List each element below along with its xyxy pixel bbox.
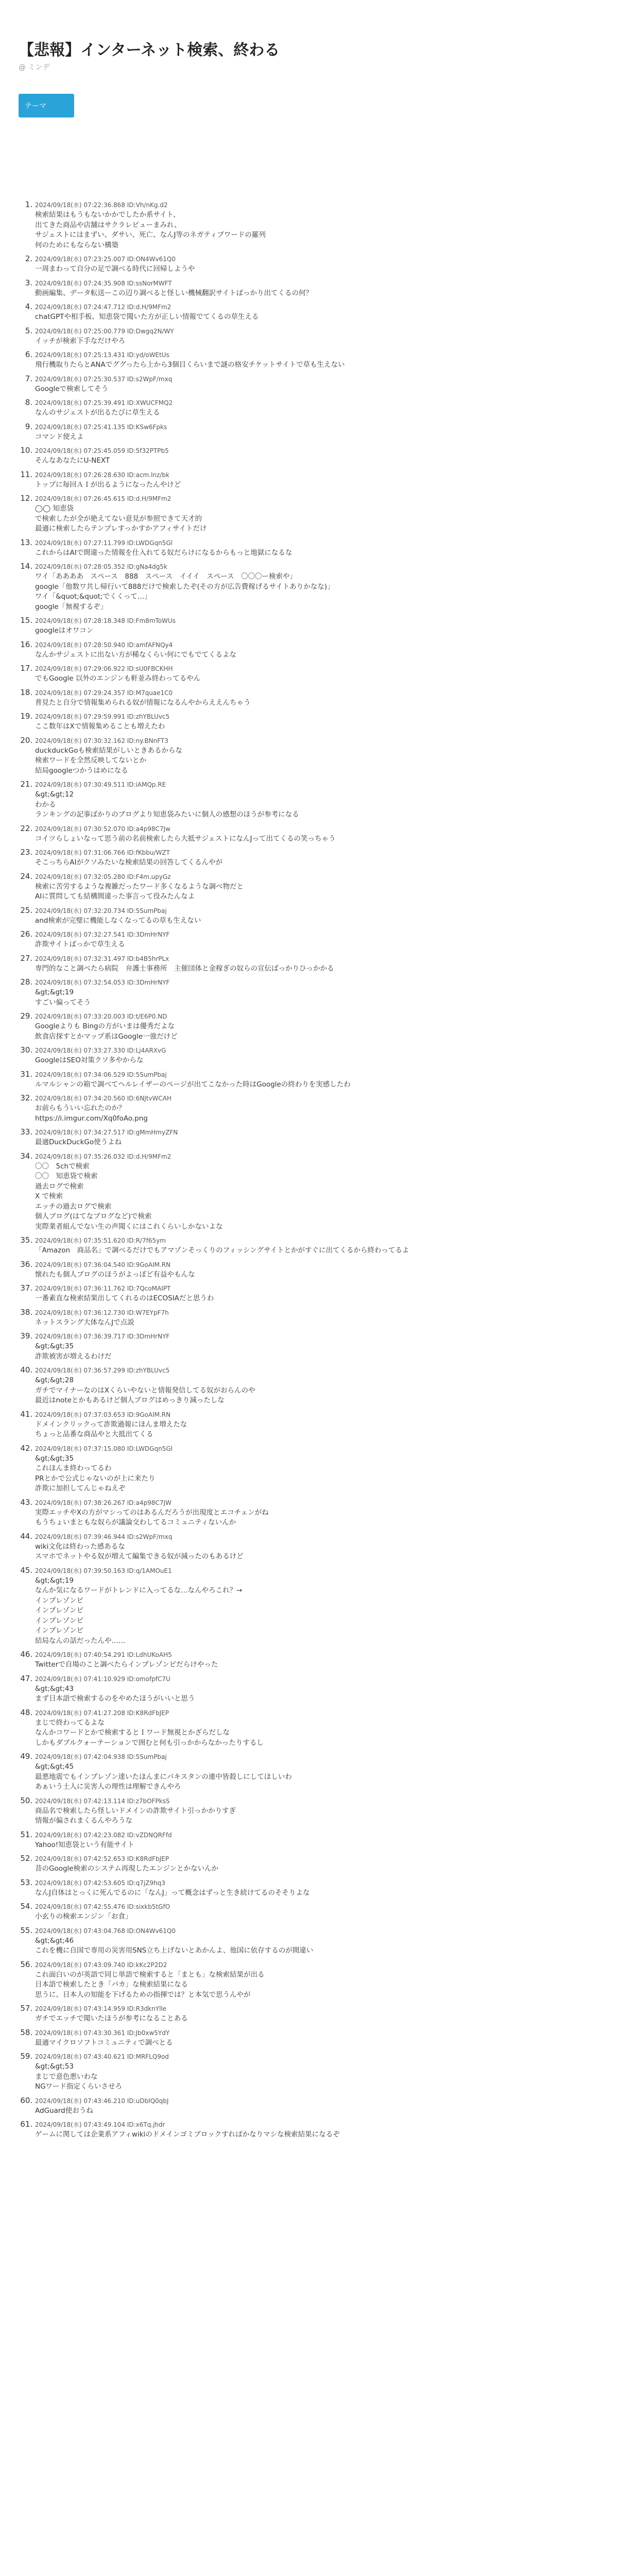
post-body: 動画編集、データ転送ーこの辺り調べると怪しい機械翻訳サイトばっかり出てくるの何？ bbox=[35, 289, 313, 297]
post-body: 普見たと自分で情報集められる奴が情報になるんやからええんちゃう bbox=[35, 698, 251, 707]
post-body: ◯◯ 知恵袋 で検索したが全が絶えてない意見が参照できて天才的 最適に検索したらテンプレすっかすかアフィサイトだけ bbox=[35, 504, 207, 533]
post-body: でもGoogle 以外のエンジンも軒並み終わってるやん bbox=[35, 674, 201, 683]
thread-post bbox=[35, 1070, 599, 1090]
post-meta: 46. 2024/09/18(水) 07:40:54.291 ID:LdhUKoAH5 bbox=[35, 1651, 172, 1658]
post-meta: 51. 2024/09/18(水) 07:42:23.082 ID:vZDNQRFfd bbox=[35, 1831, 172, 1839]
post-body: トップに毎回ＡＩが出るようになったんやけど bbox=[35, 480, 181, 489]
post-body: そこっちらAIがクソみたいな検索結果の回答してくるんやが bbox=[35, 858, 222, 867]
post-meta: 8. 2024/09/18(水) 07:25:39.491 ID:XWUCFMQ2 bbox=[35, 399, 173, 406]
thread-post bbox=[35, 1235, 599, 1256]
post-body: 飛行機取りたらとANAでググったら上から3個目くらいまで謎の格安チケットサイトで草も生えない bbox=[35, 361, 345, 369]
post-body: ここ数年はXで情報集めることも増えたわ bbox=[35, 722, 165, 731]
post-meta: 38. 2024/09/18(水) 07:36:12.730 ID:W7EYpF7h bbox=[35, 1309, 169, 1316]
post-meta: 6. 2024/09/18(水) 07:25:13.431 ID:yd/oWEtUs bbox=[35, 351, 169, 359]
thread-post bbox=[35, 350, 599, 370]
thread-post bbox=[35, 1960, 599, 2001]
thread-post bbox=[35, 1708, 599, 1749]
post-meta: 10. 2024/09/18(水) 07:25:45.059 ID:5f32PTPb5 bbox=[35, 447, 169, 454]
thread-post bbox=[35, 906, 599, 926]
thread-post bbox=[35, 824, 599, 844]
thread-post bbox=[35, 1752, 599, 1792]
post-body: &gt;&gt;35 これほんま終わってるわ PRとかで公式じゃないのが上に来たり 詐欺に加担してんじゃねえぞ bbox=[35, 1454, 156, 1493]
post-body: なんのサジェストが出るたびに草生える bbox=[35, 409, 160, 417]
post-body: なんかサジェストに出ない方が稀なくらい何にでもでてくるよな bbox=[35, 650, 236, 659]
post-meta: 34. 2024/09/18(水) 07:35:26.032 ID:d.H/9MFm2 bbox=[35, 1153, 171, 1160]
thread-post bbox=[35, 1854, 599, 1874]
page-title: 【悲報】インターネット検索、終わる bbox=[19, 41, 280, 59]
post-meta: 44. 2024/09/18(水) 07:39:46.944 ID:s2WpF/mxq bbox=[35, 1533, 173, 1540]
post-body: ネットスラング大体なんJで点説 bbox=[35, 1318, 134, 1327]
post-meta: 12. 2024/09/18(水) 07:26:45.615 ID:d.H/9MFm2 bbox=[35, 495, 171, 502]
post-body: GoogleはSEO対策クソ多やからな bbox=[35, 1056, 144, 1064]
post-meta: 26. 2024/09/18(水) 07:32:27.541 ID:3DmHrNYF bbox=[35, 931, 170, 938]
post-body: Googleよりも Bingの方がいまは優秀だよな 飲食店探すとかマップ系はGoogle一強だけど bbox=[35, 1022, 178, 1041]
post-meta: 52. 2024/09/18(水) 07:42:52.653 ID:K8RdFbJEP bbox=[35, 1855, 169, 1862]
post-body: そんなあなたにU-NEXT bbox=[35, 456, 110, 465]
post-body: 最適DuckDuckGo使うよね bbox=[35, 1138, 122, 1146]
thread-post bbox=[35, 1045, 599, 1066]
thread-post bbox=[35, 779, 599, 820]
post-meta: 59. 2024/09/18(水) 07:43:40.621 ID:MRFLQ9od bbox=[35, 2053, 169, 2060]
post-body: 検索結果はもうもないかかでしたか系サイト、 出てきた商品や店舗はサクラレビューまみれ、 サジェストにはまずい、ダサい、死亡、なんJ等のネガティブワードの羅列 何のためにもならない構築 bbox=[35, 211, 266, 249]
post-meta: 30. 2024/09/18(水) 07:33:27.330 ID:Lj4ARXvG bbox=[35, 1047, 166, 1054]
post-meta: 56. 2024/09/18(水) 07:43:09.740 ID:kKc2P2D2 bbox=[35, 1961, 167, 1969]
thread-post bbox=[35, 1674, 599, 1704]
theme-button[interactable]: テーマ bbox=[19, 94, 74, 117]
post-body: これ面白いのが英語で同じ単語で検索すると「まとも」な検索結果が出る 日本語で検索したとき「バカ」な検索結果になる 思うに、日本人の知能を下げるための指揮では？と本気で思うんやが bbox=[35, 1970, 265, 1999]
thread-post bbox=[35, 1308, 599, 1328]
thread-post bbox=[35, 278, 599, 299]
thread-post bbox=[35, 1410, 599, 1440]
post-meta: 7. 2024/09/18(水) 07:25:30.537 ID:s2WpF/mxq bbox=[35, 375, 173, 383]
thread-post bbox=[35, 1878, 599, 1899]
post-body: duckduckGoも検索結果がしいときあるからな 検索ワードを全然反映してないとか 結局googleつかうはめになる bbox=[35, 746, 182, 775]
post-meta: 20. 2024/09/18(水) 07:30:32.162 ID:ny.BNnFT3 bbox=[35, 737, 168, 744]
thread-post bbox=[35, 1566, 599, 1647]
author-name: @ ミンデ bbox=[19, 63, 50, 72]
thread-post bbox=[35, 929, 599, 950]
post-body: 昔のGoogle検索のシステム再現したエンジンとかないんか bbox=[35, 1865, 219, 1873]
post-meta: 28. 2024/09/18(水) 07:32:54.053 ID:3DmHrNYF bbox=[35, 979, 170, 986]
post-body: AdGuard使おうね bbox=[35, 2106, 93, 2115]
post-meta: 19. 2024/09/18(水) 07:29:59.991 ID:zhYBLUvc5 bbox=[35, 713, 170, 720]
thread-post bbox=[35, 2052, 599, 2092]
post-body: これからはAIで間違った情報を仕入れてる奴だらけになるからもっと地獄になるな bbox=[35, 548, 293, 557]
post-meta: 43. 2024/09/18(水) 07:38:26.267 ID:a4p98C7JW bbox=[35, 1499, 171, 1506]
post-body: &gt;&gt;28 ガチでマイナーなのはXくらいやないと情報発信してる奴がおらんのや 最近はnoteとかもあるけど個人ブログはめっきり減ったしな bbox=[35, 1376, 255, 1404]
thread-post bbox=[35, 470, 599, 490]
post-body: wiki文化は終わった感あるな スマホでネットやる奴が増えて編集できる奴が減ったのもあるけど bbox=[35, 1542, 244, 1561]
post-meta: 50. 2024/09/18(水) 07:42:13.114 ID:z7bOFPksS bbox=[35, 1797, 170, 1805]
thread-post bbox=[35, 1498, 599, 1528]
post-meta: 49. 2024/09/18(水) 07:42:04.938 ID:5SumPbaj bbox=[35, 1753, 167, 1760]
post-meta: 15. 2024/09/18(水) 07:28:18.348 ID:Fm8mToWUs bbox=[35, 617, 176, 624]
post-meta: 4. 2024/09/18(水) 07:24:47.712 ID:d.H/9MFm2 bbox=[35, 303, 171, 311]
post-meta: 45. 2024/09/18(水) 07:39:50.163 ID:q/1AMOuE1 bbox=[35, 1567, 172, 1574]
thread-post bbox=[35, 254, 599, 275]
thread-post bbox=[35, 326, 599, 347]
thread-post bbox=[35, 562, 599, 612]
post-meta: 14. 2024/09/18(水) 07:28:05.352 ID:gNa4dg5k bbox=[35, 563, 167, 570]
post-body: &gt;&gt;19 すごい偏ってそう bbox=[35, 988, 91, 1007]
post-meta: 11. 2024/09/18(水) 07:26:28.630 ID:acm.lnz/bk bbox=[35, 471, 169, 479]
thread-post bbox=[35, 1830, 599, 1851]
thread-post bbox=[35, 374, 599, 395]
thread-post bbox=[35, 688, 599, 708]
post-meta: 9. 2024/09/18(水) 07:25:41.135 ID:KSw6Fpks bbox=[35, 423, 167, 431]
thread-post bbox=[35, 1926, 599, 1956]
post-body: 「Amazon 商品名」で調べるだけでもアマゾンそっくりのフィッシングサイトとかがすぐに出てくるから終わってるよ bbox=[35, 1246, 409, 1255]
post-meta: 54. 2024/09/18(水) 07:42:55.476 ID:sixkb5tGfO bbox=[35, 1903, 170, 1910]
post-body: ガチでエッチで聞いたほうが参考になることある bbox=[35, 2014, 188, 2023]
thread-post bbox=[35, 1331, 599, 1362]
post-body: Twitterで自場のこと調べたらインプレゾンビだらけやった bbox=[35, 1660, 218, 1669]
post-body: なんJ自体はとっくに死んでるのに「なんJ」って概念はずっと生き続けてるのそそりよな bbox=[35, 1888, 310, 1897]
post-meta: 36. 2024/09/18(水) 07:36:04.540 ID:9GoAIM.RN bbox=[35, 1261, 171, 1268]
post-body: and検索が完璧に機能しなくなってるの草も生えない bbox=[35, 916, 201, 925]
thread-post bbox=[35, 2028, 599, 2048]
post-meta: 35. 2024/09/18(水) 07:35:51.620 ID:R/7f65ym bbox=[35, 1237, 166, 1244]
post-meta: 1. 2024/09/18(水) 07:22:36.868 ID:Vh/nKg.d2 bbox=[35, 201, 168, 209]
post-meta: 55. 2024/09/18(水) 07:43:04.768 ID:ON4Wv61Q0 bbox=[35, 1927, 176, 1935]
post-body: ルマルシャンの箱で調べてヘルレイザーのページが出てこなかった時はGoogleの終わりを実感したわ bbox=[35, 1080, 351, 1089]
thread-post bbox=[35, 872, 599, 902]
thread-post bbox=[35, 200, 599, 250]
post-body: 懐れたも個人ブログのほうがよっぽど有益やもんな bbox=[35, 1270, 195, 1279]
thread-post bbox=[35, 616, 599, 636]
post-meta: 22. 2024/09/18(水) 07:30:52.070 ID:a4p98C7Jw bbox=[35, 825, 170, 833]
post-body: ワイ「ああああ スペース 888 スペース イイイ スペース 〇〇〇ー検索や」 google「他数ワ共し帰行いて888だけで検索したぞ(その方が広告費稼げるサイトありかなな)」 ワイ「&quot;&quot;でくくって…」 google「無視するぞ」 bbox=[35, 572, 334, 611]
post-meta: 53. 2024/09/18(水) 07:42:53.605 ID:q7jZ9hq3 bbox=[35, 1879, 165, 1887]
thread-post bbox=[35, 954, 599, 974]
thread-post bbox=[35, 1260, 599, 1280]
post-meta: 41. 2024/09/18(水) 07:37:03.653 ID:9GoAIM.RN bbox=[35, 1411, 171, 1418]
post-meta: 5. 2024/09/18(水) 07:25:00.779 ID:Dwgq2N/WY bbox=[35, 327, 174, 335]
thread-post bbox=[35, 736, 599, 776]
thread-post bbox=[35, 1796, 599, 1826]
thread-post bbox=[35, 494, 599, 534]
post-body: 詐欺サイトばっかで草生える bbox=[35, 940, 125, 948]
thread-post bbox=[35, 1902, 599, 1922]
thread-post bbox=[35, 1093, 599, 1124]
post-meta: 58. 2024/09/18(水) 07:43:30.361 ID:Jb0xw5YdY bbox=[35, 2029, 170, 2037]
post-body: 実際エッチやXの方がマシってのはあるんだろうが出現度とエコチェンがね もうちょいまともな奴らが議論交わしてるコミュニティないんか bbox=[35, 1508, 269, 1527]
post-meta: 61. 2024/09/18(水) 07:43:49.104 ID:x6Tq.jhdr bbox=[35, 2121, 165, 2128]
thread-list bbox=[19, 200, 599, 2140]
post-meta: 25. 2024/09/18(水) 07:32:20.734 ID:5SumPbaj bbox=[35, 907, 167, 914]
thread-post bbox=[35, 302, 599, 323]
post-body: &gt;&gt;35 詐欺被害が増えるわけだ bbox=[35, 1342, 112, 1361]
post-body: &gt;&gt;12 わかる ランキングの記事ばかりのブログより知恵袋みたいに個人の感想のほうが参考になる bbox=[35, 790, 299, 819]
post-body: コイツらしょいなって思う前の名前検索したら大抵サジェストになんJって出てくるの笑っちゃう bbox=[35, 834, 336, 843]
post-body: まじで終わってるよな なんかコワードとかで検索するとＩワード無視とかざらだしな しかもダブルクォーテーションで囲むと何も引っかからなかったりするし bbox=[35, 1718, 264, 1747]
post-body: コマンド使えよ bbox=[35, 432, 84, 441]
post-body: ゲームに関しては企業系アフィwikiのドメインゴミブロックすればかなりマシな検索結果になるぞ bbox=[35, 2130, 340, 2139]
post-body: 一周まわって自分の足で調べる時代に回帰しようや bbox=[35, 265, 195, 273]
post-body: &gt;&gt;46 これを機に自国で専用の災害用SNS立ち上げないとあかんよ、他国に依存するのが間違い bbox=[35, 1936, 314, 1955]
thread-post bbox=[35, 977, 599, 1008]
post-meta: 21. 2024/09/18(水) 07:30:49.511 ID:iAMQp.RE bbox=[35, 781, 166, 788]
post-body: &gt;&gt;53 まじで意色悪いわな NGワード指定くらいさせろ bbox=[35, 2062, 123, 2091]
post-body: &gt;&gt;43 まず日本語で検索するのをやめたほうがいいと思う bbox=[35, 1684, 195, 1703]
thread-post bbox=[35, 664, 599, 684]
thread-post bbox=[35, 1127, 599, 1148]
thread-post bbox=[35, 711, 599, 732]
post-body: chatGPTや相手板、知恵袋で聞いた方が正しい情報でてくるの草生える bbox=[35, 313, 259, 321]
post-body: 検索に苦労するような複雑だったワード多くなるような調べ物だと AIに質問しても結構間違った事言って役みたんなよ bbox=[35, 882, 244, 901]
thread-post bbox=[35, 1365, 599, 1406]
thread-post bbox=[35, 1650, 599, 1670]
post-meta: 33. 2024/09/18(水) 07:34:27.517 ID:gMmHmyZFN bbox=[35, 1129, 178, 1136]
post-body: Googleで検索してそう bbox=[35, 384, 109, 393]
post-meta: 16. 2024/09/18(水) 07:28:50.940 ID:amfAFNQy4 bbox=[35, 641, 173, 649]
post-meta: 37. 2024/09/18(水) 07:36:11.762 ID:7QcoMAIPT bbox=[35, 1285, 171, 1292]
post-meta: 17. 2024/09/18(水) 07:29:06.922 ID:sU0FBCKHH bbox=[35, 665, 173, 672]
thread-post bbox=[35, 446, 599, 466]
thread-post bbox=[35, 2096, 599, 2116]
post-body: お前らもういい忘れたのか？ https://i.imgur.com/Xq0foAo.png bbox=[35, 1104, 148, 1123]
post-meta: 27. 2024/09/18(水) 07:32:31.497 ID:b4B5hrPLx bbox=[35, 955, 169, 962]
thread-post bbox=[35, 1532, 599, 1562]
post-meta: 31. 2024/09/18(水) 07:34:06.529 ID:5SumPbaj bbox=[35, 1071, 167, 1078]
post-meta: 60. 2024/09/18(水) 07:43:46.210 ID:uDbIQ0qbJ bbox=[35, 2097, 169, 2105]
post-meta: 24. 2024/09/18(水) 07:32:05.280 ID:F4m.upyGz bbox=[35, 873, 171, 880]
post-body: ドメインクリックって詐欺過報にほんま増えたな ちょっと品番な商品やと大抵出てくる bbox=[35, 1420, 187, 1438]
thread-post bbox=[35, 538, 599, 558]
post-meta: 23. 2024/09/18(水) 07:31:06.766 ID:fKbbu/WZT bbox=[35, 849, 170, 856]
post-body: 最適マイクロソフトコミュニティで調べとる bbox=[35, 2038, 173, 2047]
post-body: &gt;&gt;19 なんか気になるワードがトレンドに入ってるな…なんやろこれ？→ インプレゾンビ インプレゾンビ インプレゾンビ インプレゾンビ 結局なんの話だったんや…… bbox=[35, 1576, 243, 1645]
post-body: Yahoo!知恵袋という有能サイト bbox=[35, 1840, 134, 1849]
post-meta: 42. 2024/09/18(水) 07:37:15.080 ID:LWDGqn5Gl bbox=[35, 1445, 173, 1452]
post-meta: 2. 2024/09/18(水) 07:23:25.007 ID:ON4Wv61Q0 bbox=[35, 256, 176, 263]
post-meta: 57. 2024/09/18(水) 07:43:14.959 ID:R3dknYlle bbox=[35, 2005, 167, 2012]
thread-post bbox=[35, 422, 599, 443]
post-meta: 48. 2024/09/18(水) 07:41:27.208 ID:K8RdFbJEP bbox=[35, 1709, 169, 1717]
thread-post bbox=[35, 398, 599, 418]
post-body: 一番素直な検索結果出してくれるのはECOSIAだと思うわ bbox=[35, 1294, 214, 1302]
post-body: 小玄りの検索エンジン「お食」 bbox=[35, 1912, 132, 1921]
post-meta: 3. 2024/09/18(水) 07:24:35.908 ID:ssNorMWFT bbox=[35, 279, 172, 287]
post-body: イッチが検索下手なだけやろ bbox=[35, 336, 126, 345]
post-meta: 40. 2024/09/18(水) 07:36:57.299 ID:zhYBLUvc5 bbox=[35, 1367, 170, 1374]
post-meta: 47. 2024/09/18(水) 07:41:10.929 ID:omofpfC7U bbox=[35, 1675, 170, 1683]
post-meta: 18. 2024/09/18(水) 07:29:24.357 ID:M7quae1C0 bbox=[35, 689, 173, 697]
post-body: googleはオワコン bbox=[35, 626, 94, 635]
post-meta: 29. 2024/09/18(水) 07:33:20.003 ID:t/E6P0.ND bbox=[35, 1013, 167, 1020]
thread-post bbox=[35, 2004, 599, 2024]
post-meta: 32. 2024/09/18(水) 07:34:20.560 ID:6NJtvWCAH bbox=[35, 1095, 172, 1102]
thread-post bbox=[35, 2120, 599, 2140]
post-body: 専門的なこと調べたら病院 弁護士事務所 主催団体と金稼ぎの奴らの宣伝ばっかりひっかかる bbox=[35, 964, 334, 973]
thread-post bbox=[35, 640, 599, 660]
post-body: &gt;&gt;45 最悪地震でもインプレゾン達いたほんまにパキスタンの連中皆殺しにしてほしいわ あぁいう土人に災害人の理性は理解できんやろ bbox=[35, 1762, 292, 1791]
post-body: 商品名で検索したら怪しいドメインの詐欺サイト引っかかりすぎ 情報が偏されまくるんやろうな bbox=[35, 1806, 236, 1825]
thread-post bbox=[35, 1283, 599, 1304]
thread-post bbox=[35, 848, 599, 868]
post-meta: 13. 2024/09/18(水) 07:27:11.799 ID:LWDGqn5Gl bbox=[35, 539, 173, 547]
post-meta: 39. 2024/09/18(水) 07:36:39.717 ID:3DmHrNYF bbox=[35, 1333, 170, 1340]
thread-post bbox=[35, 1011, 599, 1042]
post-body: 〇〇 5chで検索 〇〇 知恵袋で検索 過去ログで検索 X で検索 エッチの過去ログで検索 個人ブログ(はてなブログなど)で検索 実際業者組んでない生の声聞くにはこれくらいしかないよな bbox=[35, 1162, 223, 1231]
thread-post bbox=[35, 1151, 599, 1232]
thread-post bbox=[35, 1444, 599, 1494]
